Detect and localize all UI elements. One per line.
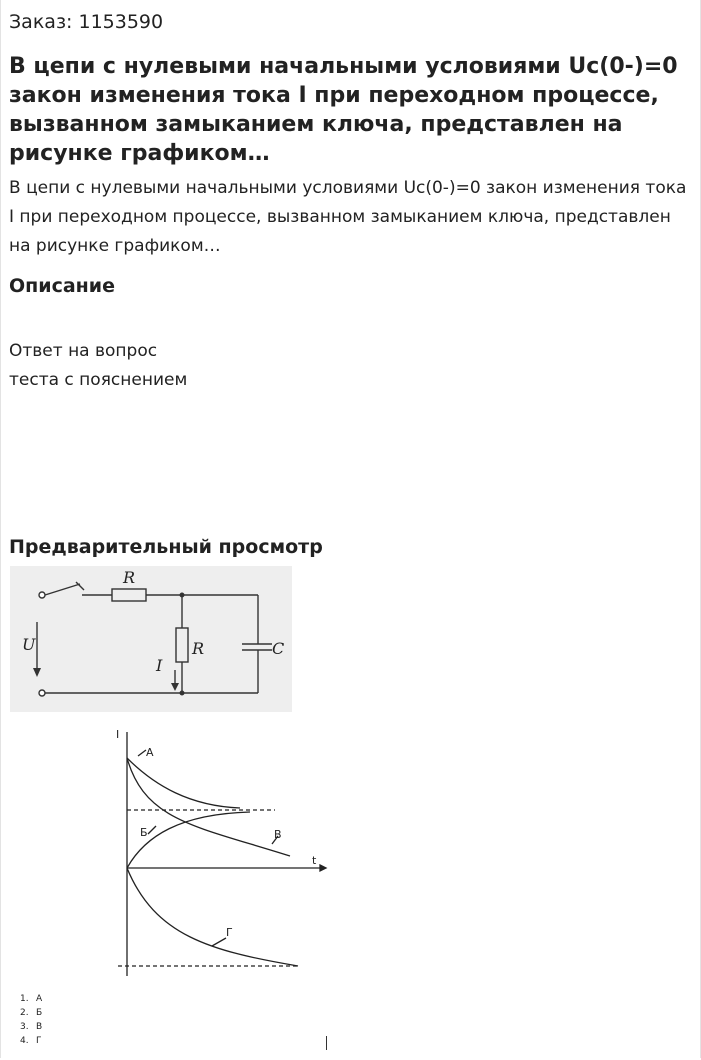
answer-option: 3. В <box>20 1022 43 1032</box>
curve-a <box>127 758 240 808</box>
description-heading: Описание <box>9 275 116 297</box>
page-title: В цепи с нулевыми начальными условиями Uc(0-)=0 закон изменения тока I при переходном процессе, вызванном замыканием ключа, представлен на рисунке графиком… <box>9 54 678 166</box>
order-number: Заказ: 1153590 <box>9 11 164 33</box>
description-body <box>9 337 187 395</box>
answer-option: 2. Б <box>20 1008 43 1018</box>
divider-line <box>326 1036 327 1050</box>
label-v: В <box>274 828 282 841</box>
description-line-1: Ответ на вопрос <box>9 341 158 361</box>
label-a: А <box>146 746 154 759</box>
curve-v <box>127 758 290 856</box>
terminal-bottom <box>39 690 45 696</box>
answer-options <box>20 992 42 1048</box>
label-b: Б <box>140 826 148 839</box>
label-y-axis: I <box>116 728 120 741</box>
label-x-axis: t <box>312 854 317 867</box>
label-c: C <box>272 639 285 658</box>
question-description: В цепи с нулевыми начальными условиями Uc(0-)=0 закон изменения тока I при переходном процессе, вызванном замыканием ключа, представлен на рисунке графиком… <box>9 178 687 256</box>
label-i: I <box>156 656 163 675</box>
answer-option: 4. Г <box>20 1036 42 1046</box>
curve-b <box>127 812 250 868</box>
label-u: U <box>22 635 36 654</box>
curve-g <box>127 868 298 966</box>
label-r-mid: R <box>192 639 205 658</box>
answer-option: 1. А <box>20 994 43 1004</box>
current-graph <box>100 726 340 986</box>
terminal-top <box>39 592 45 598</box>
label-g: Г <box>226 926 233 939</box>
label-r-top: R <box>123 568 136 587</box>
preview-heading: Предварительный просмотр <box>9 536 323 558</box>
circuit-diagram <box>10 566 292 712</box>
description-line-2: теста с пояснением <box>9 370 188 390</box>
